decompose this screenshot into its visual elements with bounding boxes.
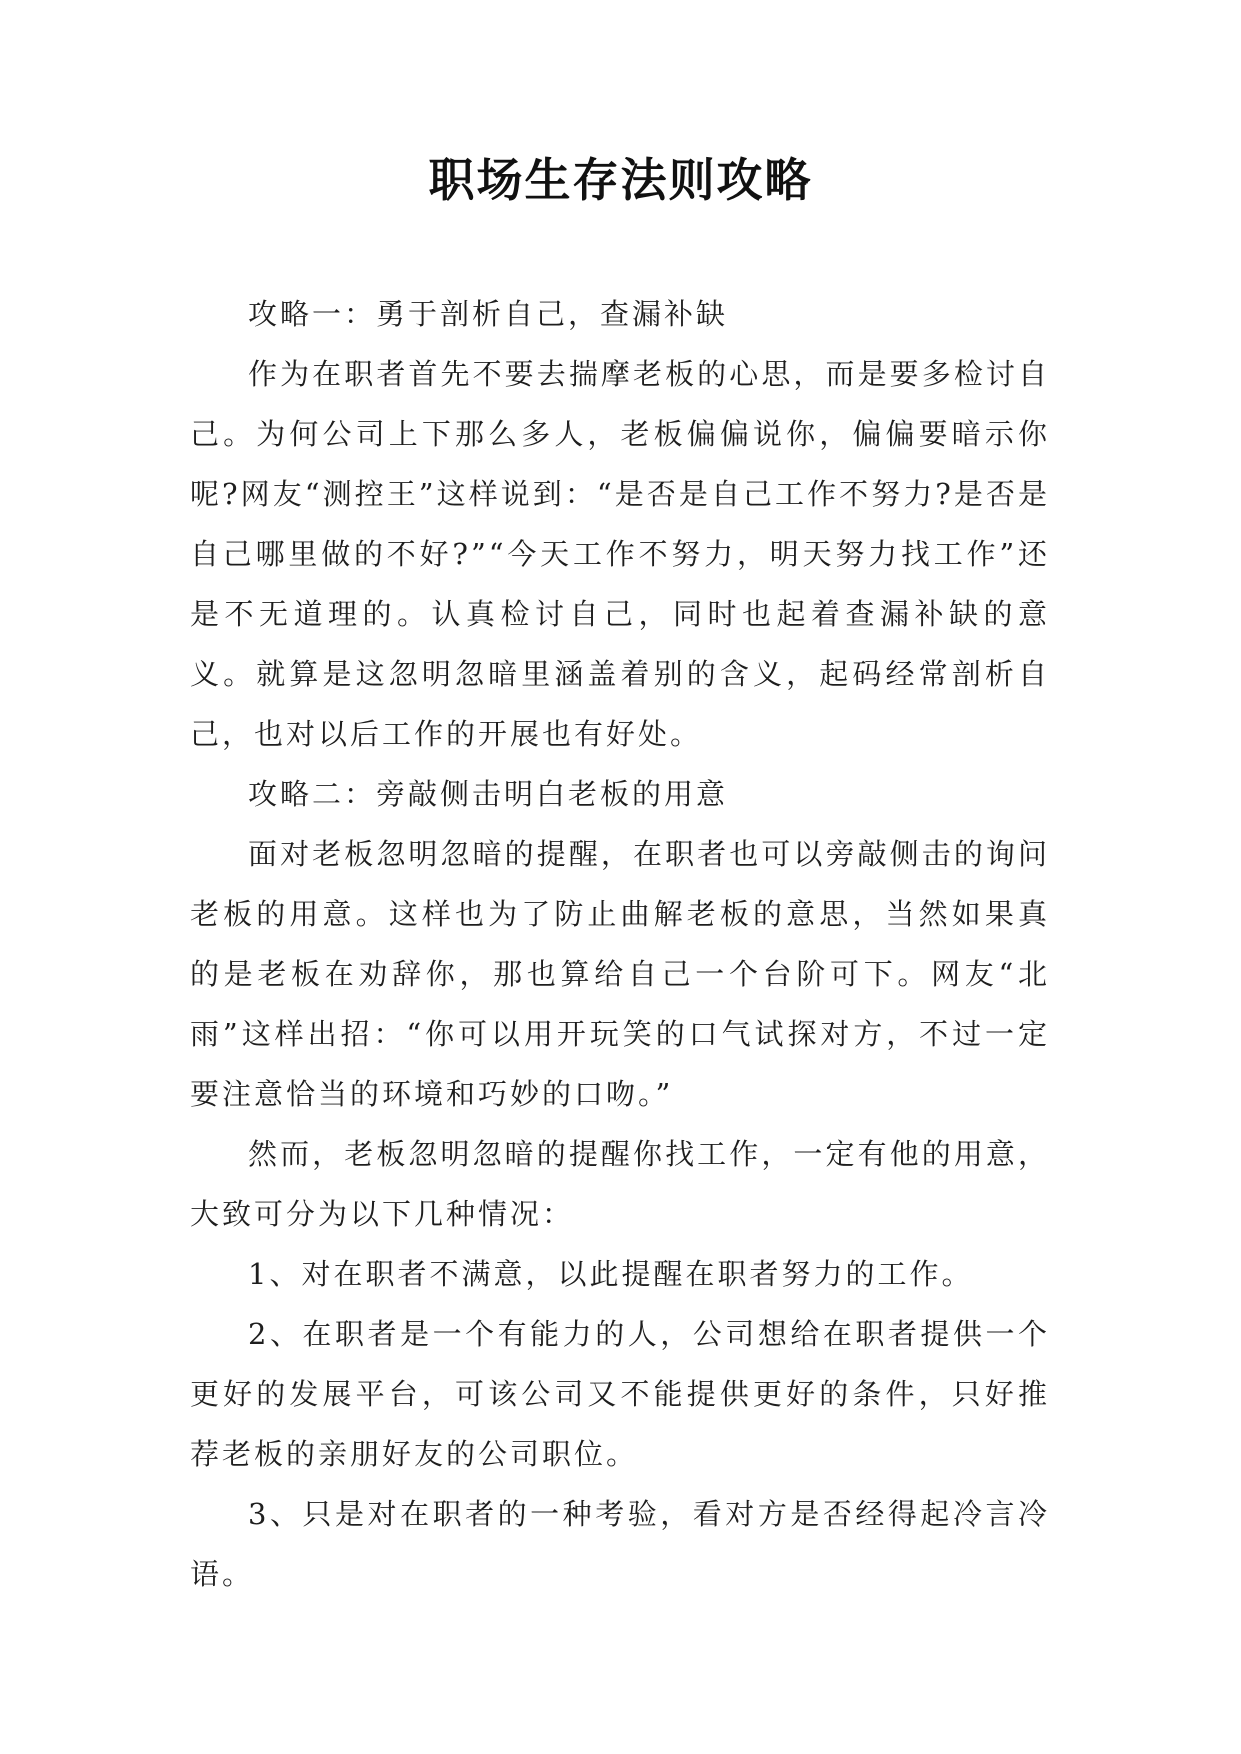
body-paragraph: 作为在职者首先不要去揣摩老板的心思，而是要多检讨自己。为何公司上下那么多人，老板偏偏说你，偏偏要暗示你呢?网友“测控王”这样说到：“是否是自己工作不努力?是否是自己哪里做的不好?”“今天工作不努力，明天努力找工作”还是不无道理的。认真检讨自己，同时也起着查漏补缺的意义。就算是这忽明忽暗里涵盖着别的含义，起码经常剖析自己，也对以后工作的开展也有好处。	[190, 357, 1050, 751]
list-item: 2、在职者是一个有能力的人，公司想给在职者提供一个更好的发展平台，可该公司又不能提供更好的条件，只好推荐老板的亲朋好友的公司职位。	[190, 1317, 1050, 1471]
section-heading-2: 攻略二：旁敲侧击明白老板的用意	[248, 777, 729, 811]
list-item: 1、对在职者不满意，以此提醒在职者努力的工作。	[248, 1257, 974, 1291]
document-title: 职场生存法则攻略	[428, 153, 813, 207]
section-heading-1: 攻略一：勇于剖析自己，查漏补缺	[248, 297, 729, 331]
document-body	[190, 284, 1050, 1604]
body-paragraph: 然而，老板忽明忽暗的提醒你找工作，一定有他的用意，大致可分为以下几种情况：	[190, 1137, 1050, 1231]
list-item: 3、只是对在职者的一种考验，看对方是否经得起冷言冷语。	[190, 1497, 1050, 1591]
body-paragraph: 面对老板忽明忽暗的提醒，在职者也可以旁敲侧击的询问老板的用意。这样也为了防止曲解老板的意思，当然如果真的是老板在劝辞你，那也算给自己一个台阶可下。网友“北雨”这样出招：“你可以用开玩笑的口气试探对方，不过一定要注意恰当的环境和巧妙的口吻。”	[190, 837, 1050, 1111]
